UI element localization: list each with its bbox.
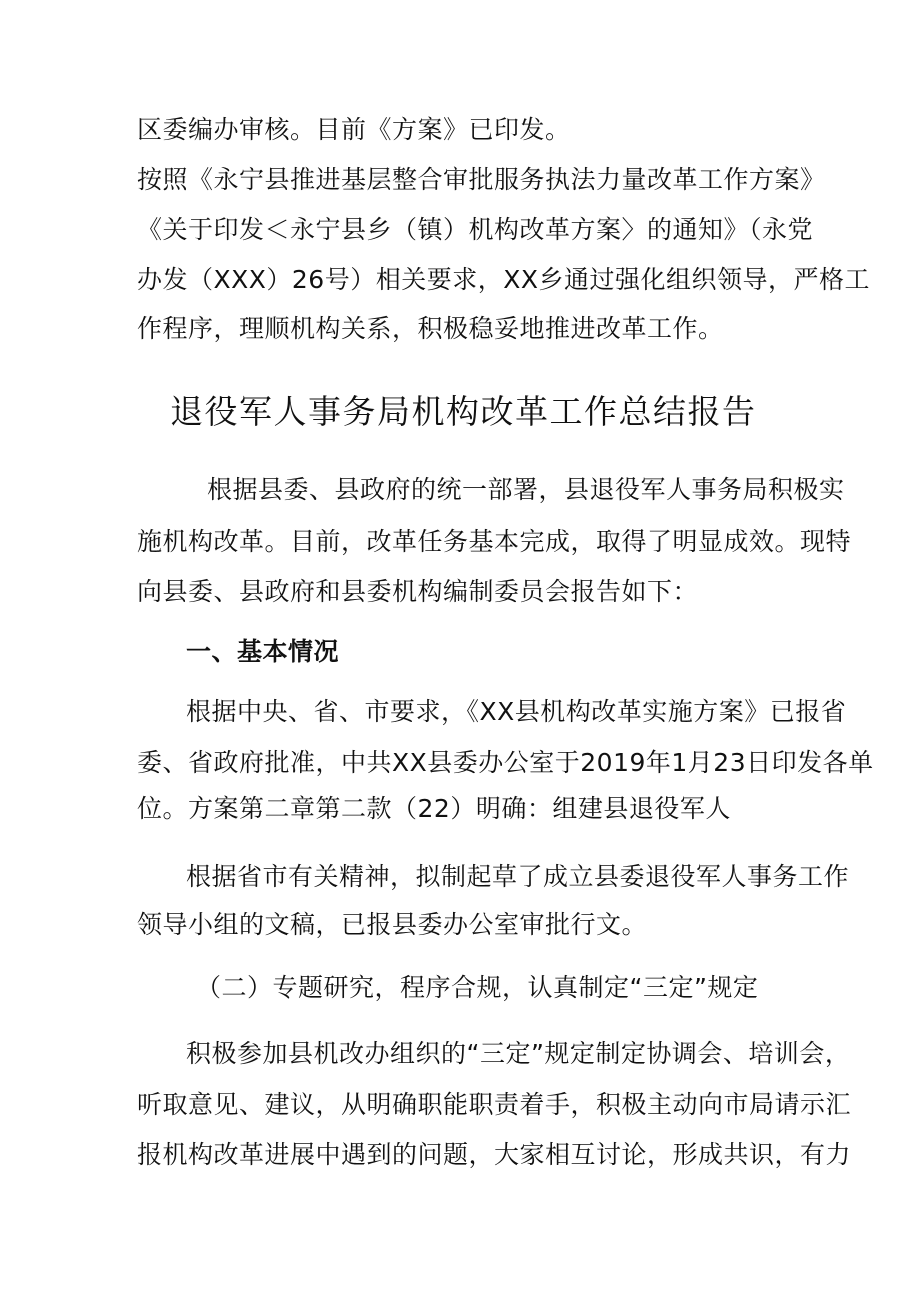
intro-line-5: 作程序，理顺机构关系，积极稳妥地推进改革工作。 xyxy=(137,314,724,343)
section1-p2-line-1: 根据省市有关精神，拟制起草了成立县委退役军人事务工作 xyxy=(186,862,850,891)
section1-p1-line-1: 根据中央、省、市要求，《XX县机构改革实施方案》已报省 xyxy=(186,697,847,726)
section1-p1-line-3: 位。方案第二章第二款（22）明确：组建县退役军人 xyxy=(137,794,731,823)
section2-p1-line-3: 报机构改革进展中遇到的问题，大家相互讨论，形成共识，有力 xyxy=(137,1140,852,1169)
section1-heading: 一、基本情况 xyxy=(186,637,340,666)
intro-line-2: 按照《永宁县推进基层整合审批服务执法力量改革工作方案》 xyxy=(137,165,826,194)
intro-line-1: 区委编办审核。目前《方案》已印发。 xyxy=(137,115,571,144)
section2-heading: （二）专题研究，程序合规，认真制定“三定”规定 xyxy=(196,973,759,1002)
opening-line-1: 根据县委、县政府的统一部署，县退役军人事务局积极实 xyxy=(207,475,845,504)
report-title: 退役军人事务局机构改革工作总结报告 xyxy=(170,392,757,431)
opening-line-3: 向县委、县政府和县委机构编制委员会报告如下： xyxy=(137,577,699,606)
opening-line-2: 施机构改革。目前，改革任务基本完成，取得了明显成效。现特 xyxy=(137,527,852,556)
section2-p1-line-2: 听取意见、建议，从明确职能职责着手，积极主动向市局请示汇 xyxy=(137,1090,852,1119)
section1-p1-line-2: 委、省政府批准，中共XX县委办公室于2019年1月23日印发各单 xyxy=(137,748,874,777)
section2-p1-line-1: 积极参加县机改办组织的“三定”规定制定协调会、培训会， xyxy=(186,1039,851,1068)
section1-p2-line-2: 领导小组的文稿，已报县委办公室审批行文。 xyxy=(137,910,648,939)
intro-line-3: 《关于印发＜永宁县乡（镇）机构改革方案〉的通知》（永党 xyxy=(137,215,814,244)
intro-line-4: 办发（XXX）26号）相关要求，XX乡通过强化组织领导，严格工 xyxy=(137,265,870,294)
